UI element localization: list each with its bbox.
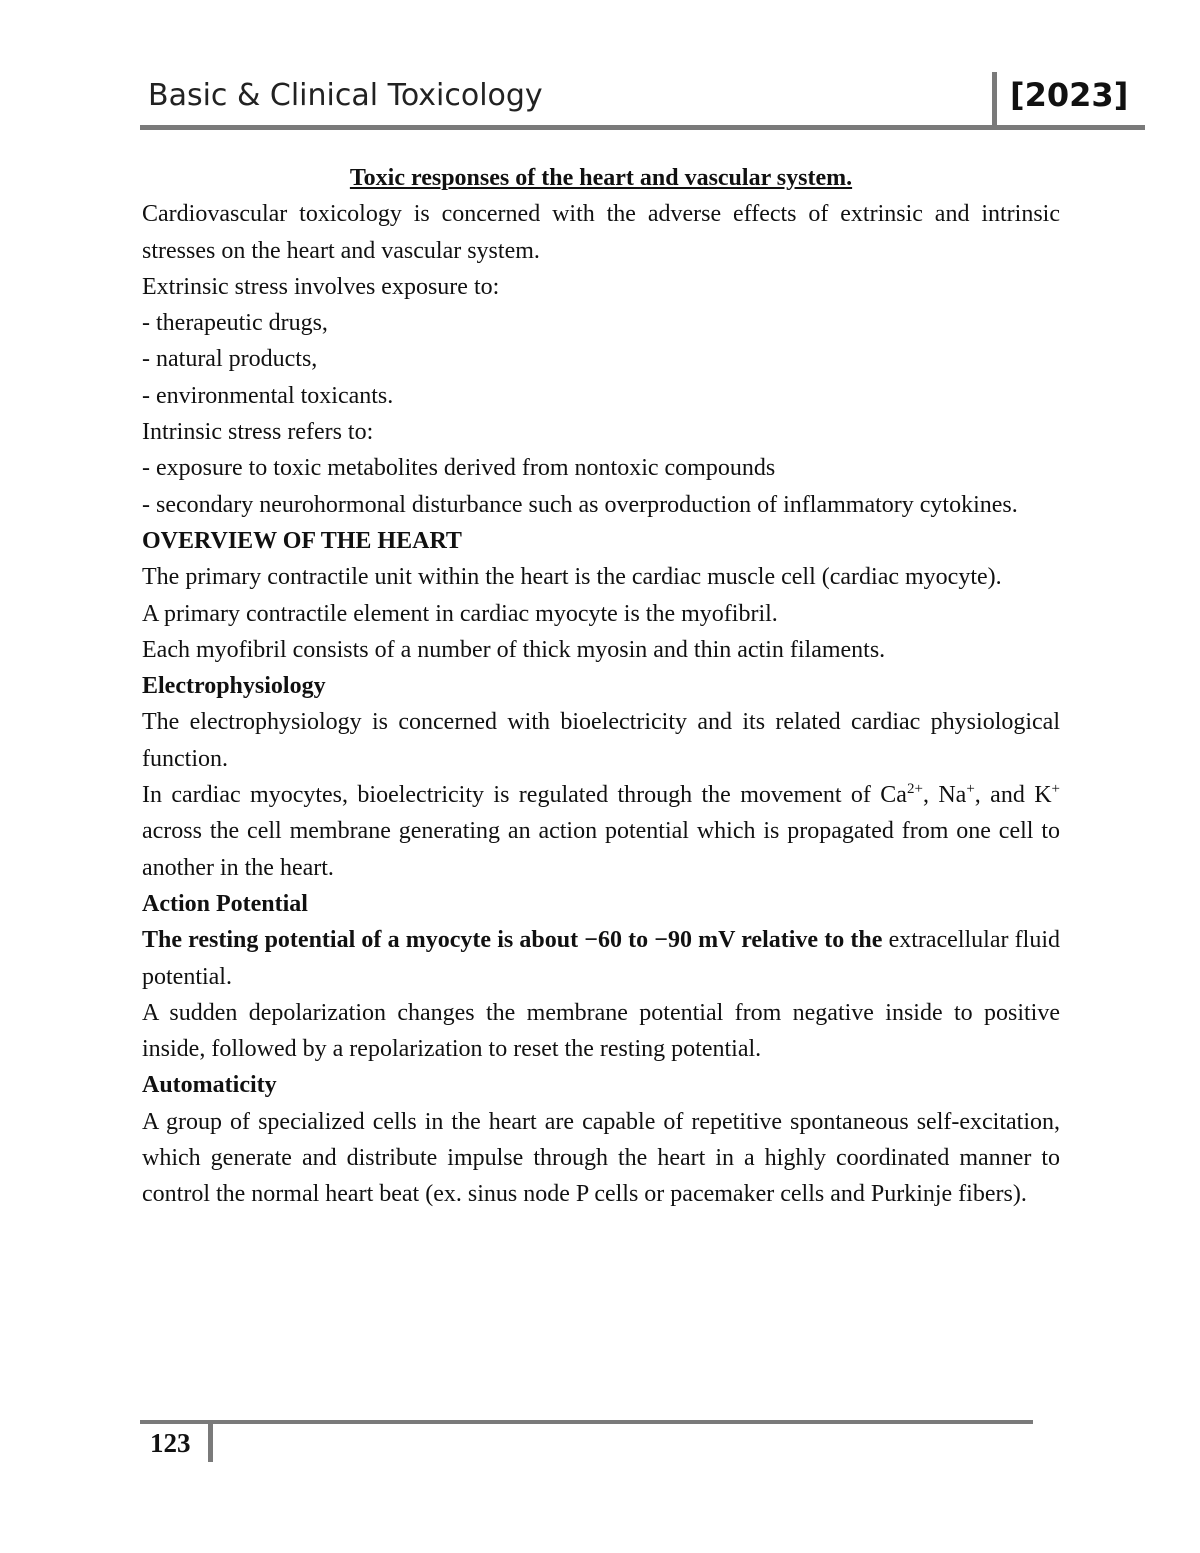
automaticity-paragraph: A group of specialized cells in the heart are capable of repetitive spontaneous self-excitation, which generate and distribute impulse through the heart in a highly coordinated manner to control the normal heart beat (ex. sinus node P cells or pacemaker cells and Purkinje fibers).: [142, 1108, 1060, 1208]
text-run: , and K: [974, 782, 1052, 809]
footer-rule: [140, 1420, 1033, 1424]
text-run-bold: The resting potential of a myocyte is about −60 to −90 mV relative to the: [142, 927, 883, 954]
superscript: +: [966, 781, 975, 798]
page-number: 123: [150, 1428, 191, 1458]
overview-paragraph: The primary contractile unit within the heart is the cardiac muscle cell (cardiac myocyte).: [142, 564, 1002, 591]
superscript: 2+: [906, 781, 923, 798]
section-heading-electrophysiology: Electrophysiology: [142, 673, 326, 700]
document-title: Toxic responses of the heart and vascular system.: [349, 165, 853, 191]
section-heading-overview: OVERVIEW OF THE HEART: [142, 527, 462, 554]
superscript: +: [1051, 781, 1061, 798]
footer-divider: [208, 1420, 213, 1462]
intrinsic-lead: Intrinsic stress refers to:: [142, 419, 374, 446]
header-divider: [992, 72, 997, 130]
section-heading-action-potential: Action Potential: [142, 890, 308, 917]
running-header-title: Basic & Clinical Toxicology: [148, 78, 543, 113]
action-potential-paragraph: A sudden depolarization changes the membrane potential from negative inside to positive inside, followed by a repolarization to reset the resting potential.: [142, 999, 1060, 1063]
list-item-intrinsic: - exposure to toxic metabolites derived from nontoxic compounds: [142, 455, 776, 482]
list-item-intrinsic: - secondary neurohormonal disturbance such as overproduction of inflammatory cytokines.: [142, 491, 1018, 518]
action-potential-paragraph: [142, 922, 1060, 995]
text-run: In cardiac myocytes, bioelectricity is regulated through the movement of Ca: [142, 782, 907, 809]
text-run: across the cell membrane generating an action potential which is propagated from one cell to another in the heart.: [142, 818, 1060, 881]
section-heading-automaticity: Automaticity: [142, 1072, 277, 1099]
overview-paragraph: Each myofibril consists of a number of thick myosin and thin actin filaments.: [142, 636, 886, 663]
list-item-extrinsic: - natural products,: [142, 346, 318, 373]
electrophysiology-paragraph: [142, 777, 1060, 886]
extrinsic-lead: Extrinsic stress involves exposure to:: [142, 273, 500, 300]
text-run: , Na: [922, 782, 967, 809]
intro-paragraph: Cardiovascular toxicology is concerned with the adverse effects of extrinsic and intrinsic stresses on the heart and vascular system.: [142, 201, 1060, 264]
page-body: [142, 160, 1060, 1213]
running-header-year: [2023]: [1010, 76, 1129, 114]
overview-paragraph: A primary contractile element in cardiac myocyte is the myofibril.: [142, 600, 778, 627]
list-item-extrinsic: - environmental toxicants.: [142, 382, 394, 409]
text-run: extracellular fluid potential.: [142, 927, 1060, 990]
electrophysiology-paragraph: The electrophysiology is concerned with bioelectricity and its related cardiac physiological function.: [142, 709, 1060, 772]
list-item-extrinsic: - therapeutic drugs,: [142, 310, 328, 337]
header-rule: [140, 125, 1145, 130]
